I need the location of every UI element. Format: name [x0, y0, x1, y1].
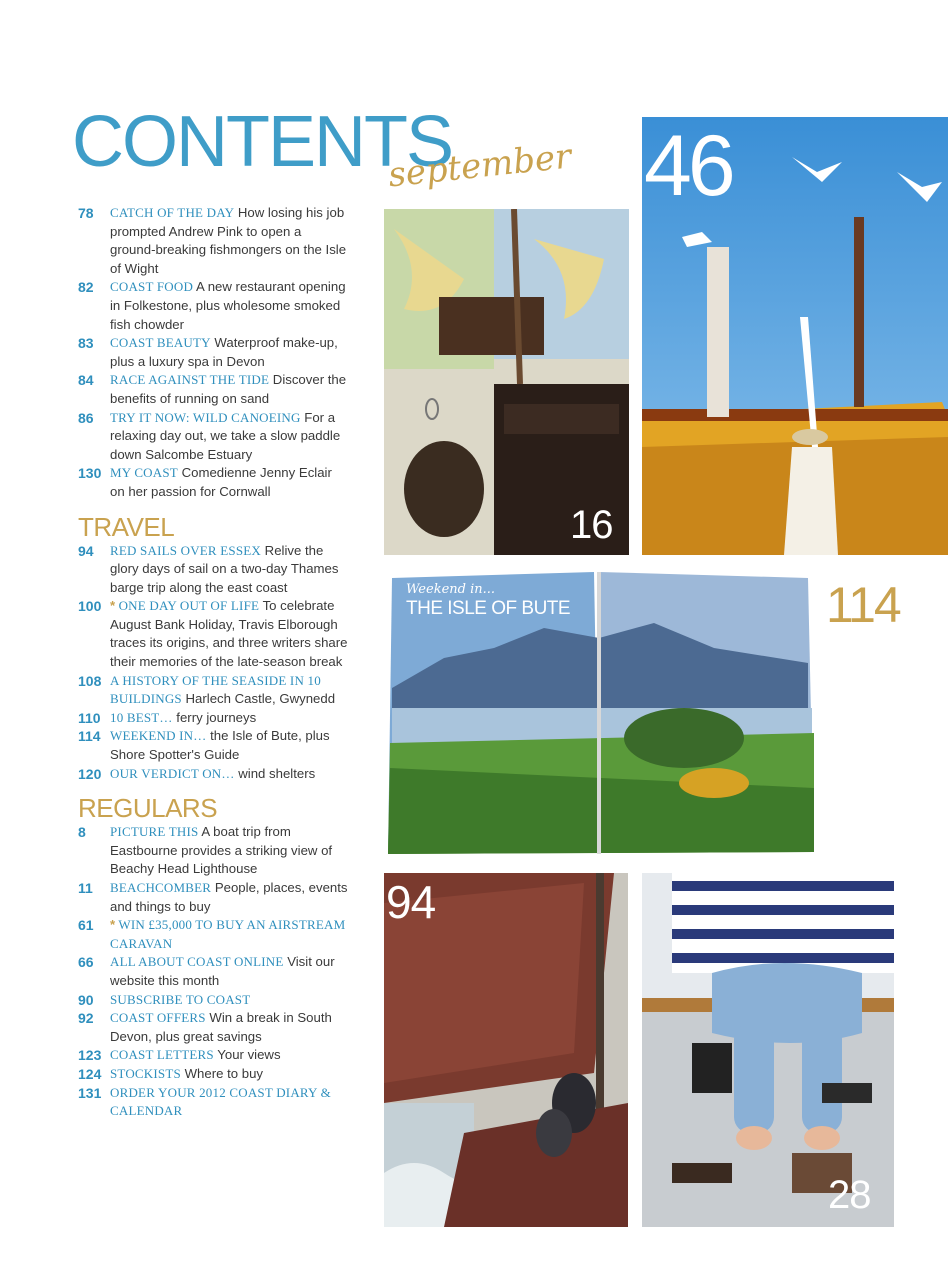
entry-description: Where to buy	[180, 1065, 264, 1081]
entry-heading: COAST BEAUTY	[110, 335, 211, 351]
entries-main	[78, 204, 348, 502]
entry-description: To celebrate August Bank Holiday, Travis Elborough traces its origins, and three writers share their memories of the late-season break	[110, 598, 348, 670]
contents-entry[interactable]	[78, 334, 348, 371]
contents-entry[interactable]	[78, 1065, 348, 1084]
contents-entry[interactable]	[78, 371, 348, 408]
entry-description: How losing his job prompted Andrew Pink to open a ground-breaking fishmongers on the Isle of Wight	[110, 205, 347, 276]
entry-text	[110, 916, 348, 953]
entries-regulars	[78, 823, 348, 1121]
entry-description: For a relaxing day out, we take a slow paddle down Salcombe Estuary	[110, 409, 341, 462]
contents-entry[interactable]	[78, 672, 348, 709]
entry-page-number: 110	[78, 709, 101, 726]
entry-page-number: 66	[78, 954, 94, 971]
entry-heading: 10 BEST…	[110, 709, 173, 725]
entry-text	[110, 991, 348, 1010]
entry-page-number: 100	[78, 598, 102, 615]
entry-text	[110, 464, 348, 501]
entry-page-number: 120	[78, 765, 102, 782]
entry-text	[110, 409, 348, 465]
photo-child-shoes[interactable]	[642, 873, 894, 1227]
contents-entry[interactable]	[78, 879, 348, 916]
contents-entry[interactable]	[78, 1046, 348, 1065]
entry-heading: RED SAILS OVER ESSEX	[110, 542, 261, 558]
entry-text	[110, 204, 348, 278]
entry-text	[110, 879, 348, 916]
entry-text	[110, 542, 348, 598]
entry-heading: WIN £35,000 TO BUY AN AIRSTREAM CARAVAN	[110, 917, 346, 951]
entry-description: wind shelters	[234, 765, 316, 781]
entry-page-number: 114	[78, 728, 101, 745]
entry-heading: MY COAST	[110, 465, 178, 481]
entry-page-number: 123	[78, 1047, 102, 1064]
entry-text	[110, 371, 348, 408]
entry-heading: ALL ABOUT COAST ONLINE	[110, 954, 284, 970]
entry-page-number: 84	[78, 372, 94, 389]
section-regulars: REGULARS	[78, 793, 218, 824]
entry-heading: ONE DAY OUT OF LIFE	[115, 598, 260, 614]
entry-heading: PICTURE THIS	[110, 824, 199, 840]
page-title: CONTENTS	[72, 102, 452, 182]
section-travel: TRAVEL	[78, 511, 175, 542]
spread-kicker: Weekend in...	[406, 582, 496, 597]
entry-description: Win a break in South Devon, plus great savings	[110, 1010, 332, 1044]
entry-text	[110, 1084, 348, 1121]
entry-description: Waterproof make-up, plus a luxury spa in Devon	[110, 335, 338, 369]
entry-text	[110, 727, 348, 764]
entry-text	[110, 765, 348, 784]
contents-entry[interactable]	[78, 953, 348, 990]
entry-description: A new restaurant opening in Folkestone, plus wholesome smoked fish chowder	[110, 279, 346, 332]
photo-map-room[interactable]	[384, 209, 629, 555]
photo-red-sails[interactable]	[384, 873, 628, 1227]
striped-top	[672, 873, 894, 973]
entry-description: Your views	[213, 1047, 281, 1063]
contents-entry[interactable]	[78, 916, 348, 953]
entry-heading: STOCKISTS	[110, 1065, 181, 1081]
page-number-46: 46	[644, 118, 732, 214]
contents-entry[interactable]	[78, 542, 348, 598]
entry-page-number: 124	[78, 1065, 102, 1082]
entry-text	[110, 1065, 348, 1084]
star-icon: *	[110, 598, 116, 614]
entry-page-number: 94	[78, 542, 94, 559]
entry-page-number: 83	[78, 335, 94, 352]
entry-heading: WEEKEND IN…	[110, 728, 207, 744]
star-icon: *	[110, 917, 116, 933]
entry-heading: ORDER YOUR 2012 COAST DIARY & CALENDAR	[110, 1084, 331, 1119]
entry-description: Visit our website this month	[110, 954, 335, 988]
contents-entry[interactable]	[78, 1084, 348, 1121]
entry-heading: CATCH OF THE DAY	[110, 205, 235, 220]
entry-page-number: 61	[78, 917, 94, 934]
entry-heading: SUBSCRIBE TO COAST	[110, 991, 251, 1007]
entry-text	[110, 953, 348, 990]
entry-description: Discover the benefits of running on sand	[110, 372, 347, 406]
entry-page-number: 86	[78, 409, 94, 426]
contents-entry[interactable]	[78, 597, 348, 671]
entry-description: Harlech Castle, Gwynedd	[181, 691, 336, 707]
entry-text	[110, 1009, 348, 1046]
page-number-16: 16	[570, 503, 613, 547]
entry-text	[110, 823, 348, 879]
entry-description: Comedienne Jenny Eclair on her passion for Cornwall	[110, 465, 332, 499]
contents-entry[interactable]	[78, 278, 348, 334]
entry-heading: COAST FOOD	[110, 279, 194, 295]
entry-page-number: 130	[78, 465, 102, 482]
page-number-94: 94	[386, 876, 436, 928]
contents-entry[interactable]	[78, 409, 348, 465]
entry-page-number: 90	[78, 991, 94, 1008]
contents-entry[interactable]	[78, 204, 348, 278]
entry-page-number: 78	[78, 205, 94, 221]
entry-page-number: 92	[78, 1010, 94, 1027]
entry-description: ferry journeys	[172, 709, 257, 725]
page-subtitle: september	[386, 136, 574, 196]
entry-heading: A HISTORY OF THE SEASIDE IN 10 BUILDINGS	[110, 672, 321, 707]
entry-description: the Isle of Bute, plus Shore Spotter's Guide	[110, 728, 330, 763]
entry-text	[110, 1046, 348, 1065]
entry-description: Relive the glory days of sail on a two-day Thames barge trip along the east coast	[110, 542, 339, 595]
photo-bute-spread[interactable]	[384, 568, 818, 858]
contents-entry[interactable]	[78, 823, 348, 879]
entry-text	[110, 672, 348, 709]
entry-text	[110, 709, 348, 728]
entry-heading: OUR VERDICT ON…	[110, 765, 235, 781]
contents-entry[interactable]	[78, 709, 348, 728]
entry-text	[110, 597, 348, 671]
contents-list	[78, 204, 348, 1121]
contents-entry[interactable]	[78, 991, 348, 1010]
contents-entry[interactable]	[78, 464, 348, 501]
entry-heading: BEACHCOMBER	[110, 880, 212, 895]
entry-page-number: 82	[78, 279, 94, 296]
entry-heading: RACE AGAINST THE TIDE	[110, 372, 270, 388]
page-number-28: 28	[828, 1173, 871, 1217]
contents-entry[interactable]	[78, 1009, 348, 1046]
page-number-114: 114	[826, 577, 900, 633]
spread-title: THE ISLE OF BUTE	[406, 598, 571, 619]
entry-text	[110, 334, 348, 371]
entry-heading: COAST OFFERS	[110, 1010, 206, 1026]
entry-heading: COAST LETTERS	[110, 1047, 214, 1063]
entry-description: A boat trip from Eastbourne provides a striking view of Beachy Head Lighthouse	[110, 824, 333, 877]
entry-page-number: 131	[78, 1084, 102, 1101]
entry-page-number: 108	[78, 672, 102, 689]
entries-travel	[78, 542, 348, 784]
contents-entry[interactable]	[78, 765, 348, 784]
entry-heading: TRY IT NOW: WILD CANOEING	[110, 409, 301, 425]
entry-page-number: 8	[78, 824, 86, 841]
contents-entry[interactable]	[78, 727, 348, 764]
photo-seagulls-boat[interactable]	[642, 117, 948, 555]
entry-page-number: 11	[78, 880, 93, 896]
entry-text	[110, 278, 348, 334]
entry-description: People, places, events and things to buy	[110, 880, 348, 914]
